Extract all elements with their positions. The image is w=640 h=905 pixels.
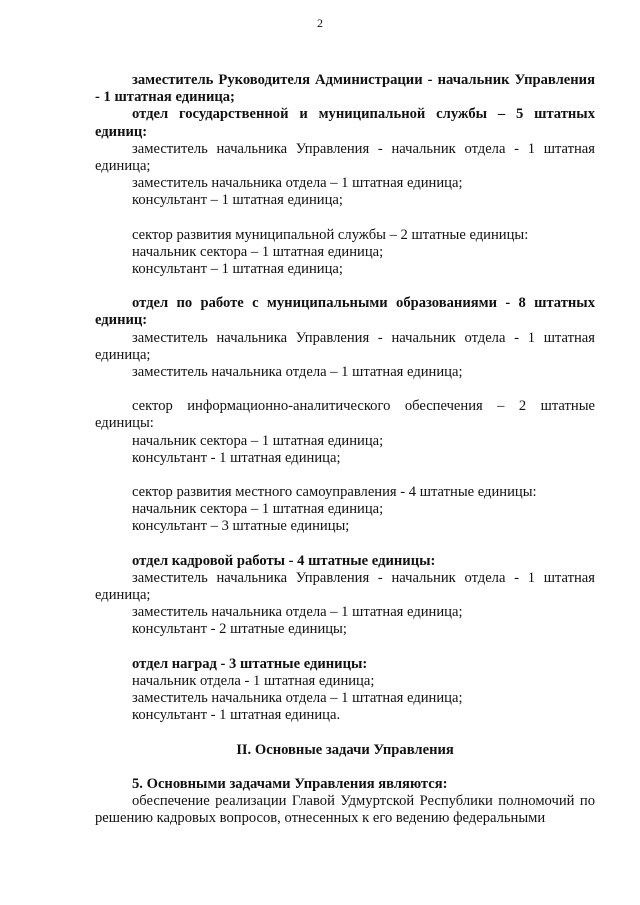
- staff-line: заместитель начальника отдела – 1 штатная единица;: [132, 175, 463, 192]
- paragraph-gap: [95, 210, 595, 227]
- paragraph-gap: [95, 725, 595, 742]
- staff-line: заместитель начальника отдела – 1 штатная единица;: [132, 364, 463, 381]
- staff-line: консультант - 2 штатные единицы;: [132, 621, 347, 638]
- unit-heading: 5. Основными задачами Управления являются:: [132, 775, 448, 792]
- staff-line: сектор информационно-аналитического обеспечения – 2 штатные единицы:: [95, 398, 595, 432]
- paragraph-gap: [95, 467, 595, 484]
- unit-heading: заместитель Руководителя Администрации - начальник Управления - 1 штатная единица;: [95, 72, 595, 106]
- paragraph-gap: [95, 639, 595, 656]
- staff-line: заместитель начальника отдела – 1 штатная единица;: [132, 604, 463, 621]
- paragraph-gap: [95, 381, 595, 398]
- staff-line: заместитель начальника отдела – 1 штатная единица;: [132, 690, 463, 707]
- unit-heading: отдел по работе с муниципальными образованиями - 8 штатных единиц:: [95, 295, 595, 329]
- staff-line: консультант - 1 штатная единица.: [132, 707, 341, 724]
- staff-line: заместитель начальника Управления - начальник отдела - 1 штатная единица;: [95, 140, 595, 175]
- unit-heading: отдел кадровой работы - 4 штатные единицы:: [132, 552, 436, 569]
- page-number: 2: [317, 16, 323, 30]
- document-body: [95, 72, 595, 827]
- staff-line: начальник сектора – 1 штатная единица;: [132, 432, 384, 449]
- staff-line: заместитель начальника Управления - начальник отдела - 1 штатная единица;: [95, 329, 595, 363]
- staff-line: заместитель начальника Управления - начальник отдела - 1 штатная единица;: [95, 569, 595, 604]
- staff-line: начальник отдела - 1 штатная единица;: [132, 672, 375, 689]
- paragraph-gap: [95, 759, 595, 776]
- section-heading: II. Основные задачи Управления: [236, 741, 454, 758]
- unit-heading: отдел наград - 3 штатные единицы:: [132, 655, 368, 672]
- paragraph-gap: [95, 536, 595, 553]
- staff-line: консультант – 1 штатная единица;: [132, 192, 343, 209]
- staff-line: сектор развития муниципальной службы – 2 штатные единицы:: [132, 226, 529, 243]
- staff-line: сектор развития местного самоуправления - 4 штатные единицы:: [132, 484, 537, 501]
- unit-heading: отдел государственной и муниципальной службы – 5 штатных единиц:: [95, 106, 595, 140]
- staff-line: консультант – 1 штатная единица;: [132, 261, 343, 278]
- staff-line: начальник сектора – 1 штатная единица;: [132, 501, 384, 518]
- paragraph-gap: [95, 278, 595, 295]
- staff-line: обеспечение реализации Главой Удмуртской Республики полномочий по решению кадровых вопросов, отнесенных к его ведению федеральными: [95, 792, 595, 827]
- staff-line: консультант - 1 штатная единица;: [132, 449, 341, 466]
- staff-line: консультант – 3 штатные единицы;: [132, 518, 350, 535]
- staff-line: начальник сектора – 1 штатная единица;: [132, 243, 384, 260]
